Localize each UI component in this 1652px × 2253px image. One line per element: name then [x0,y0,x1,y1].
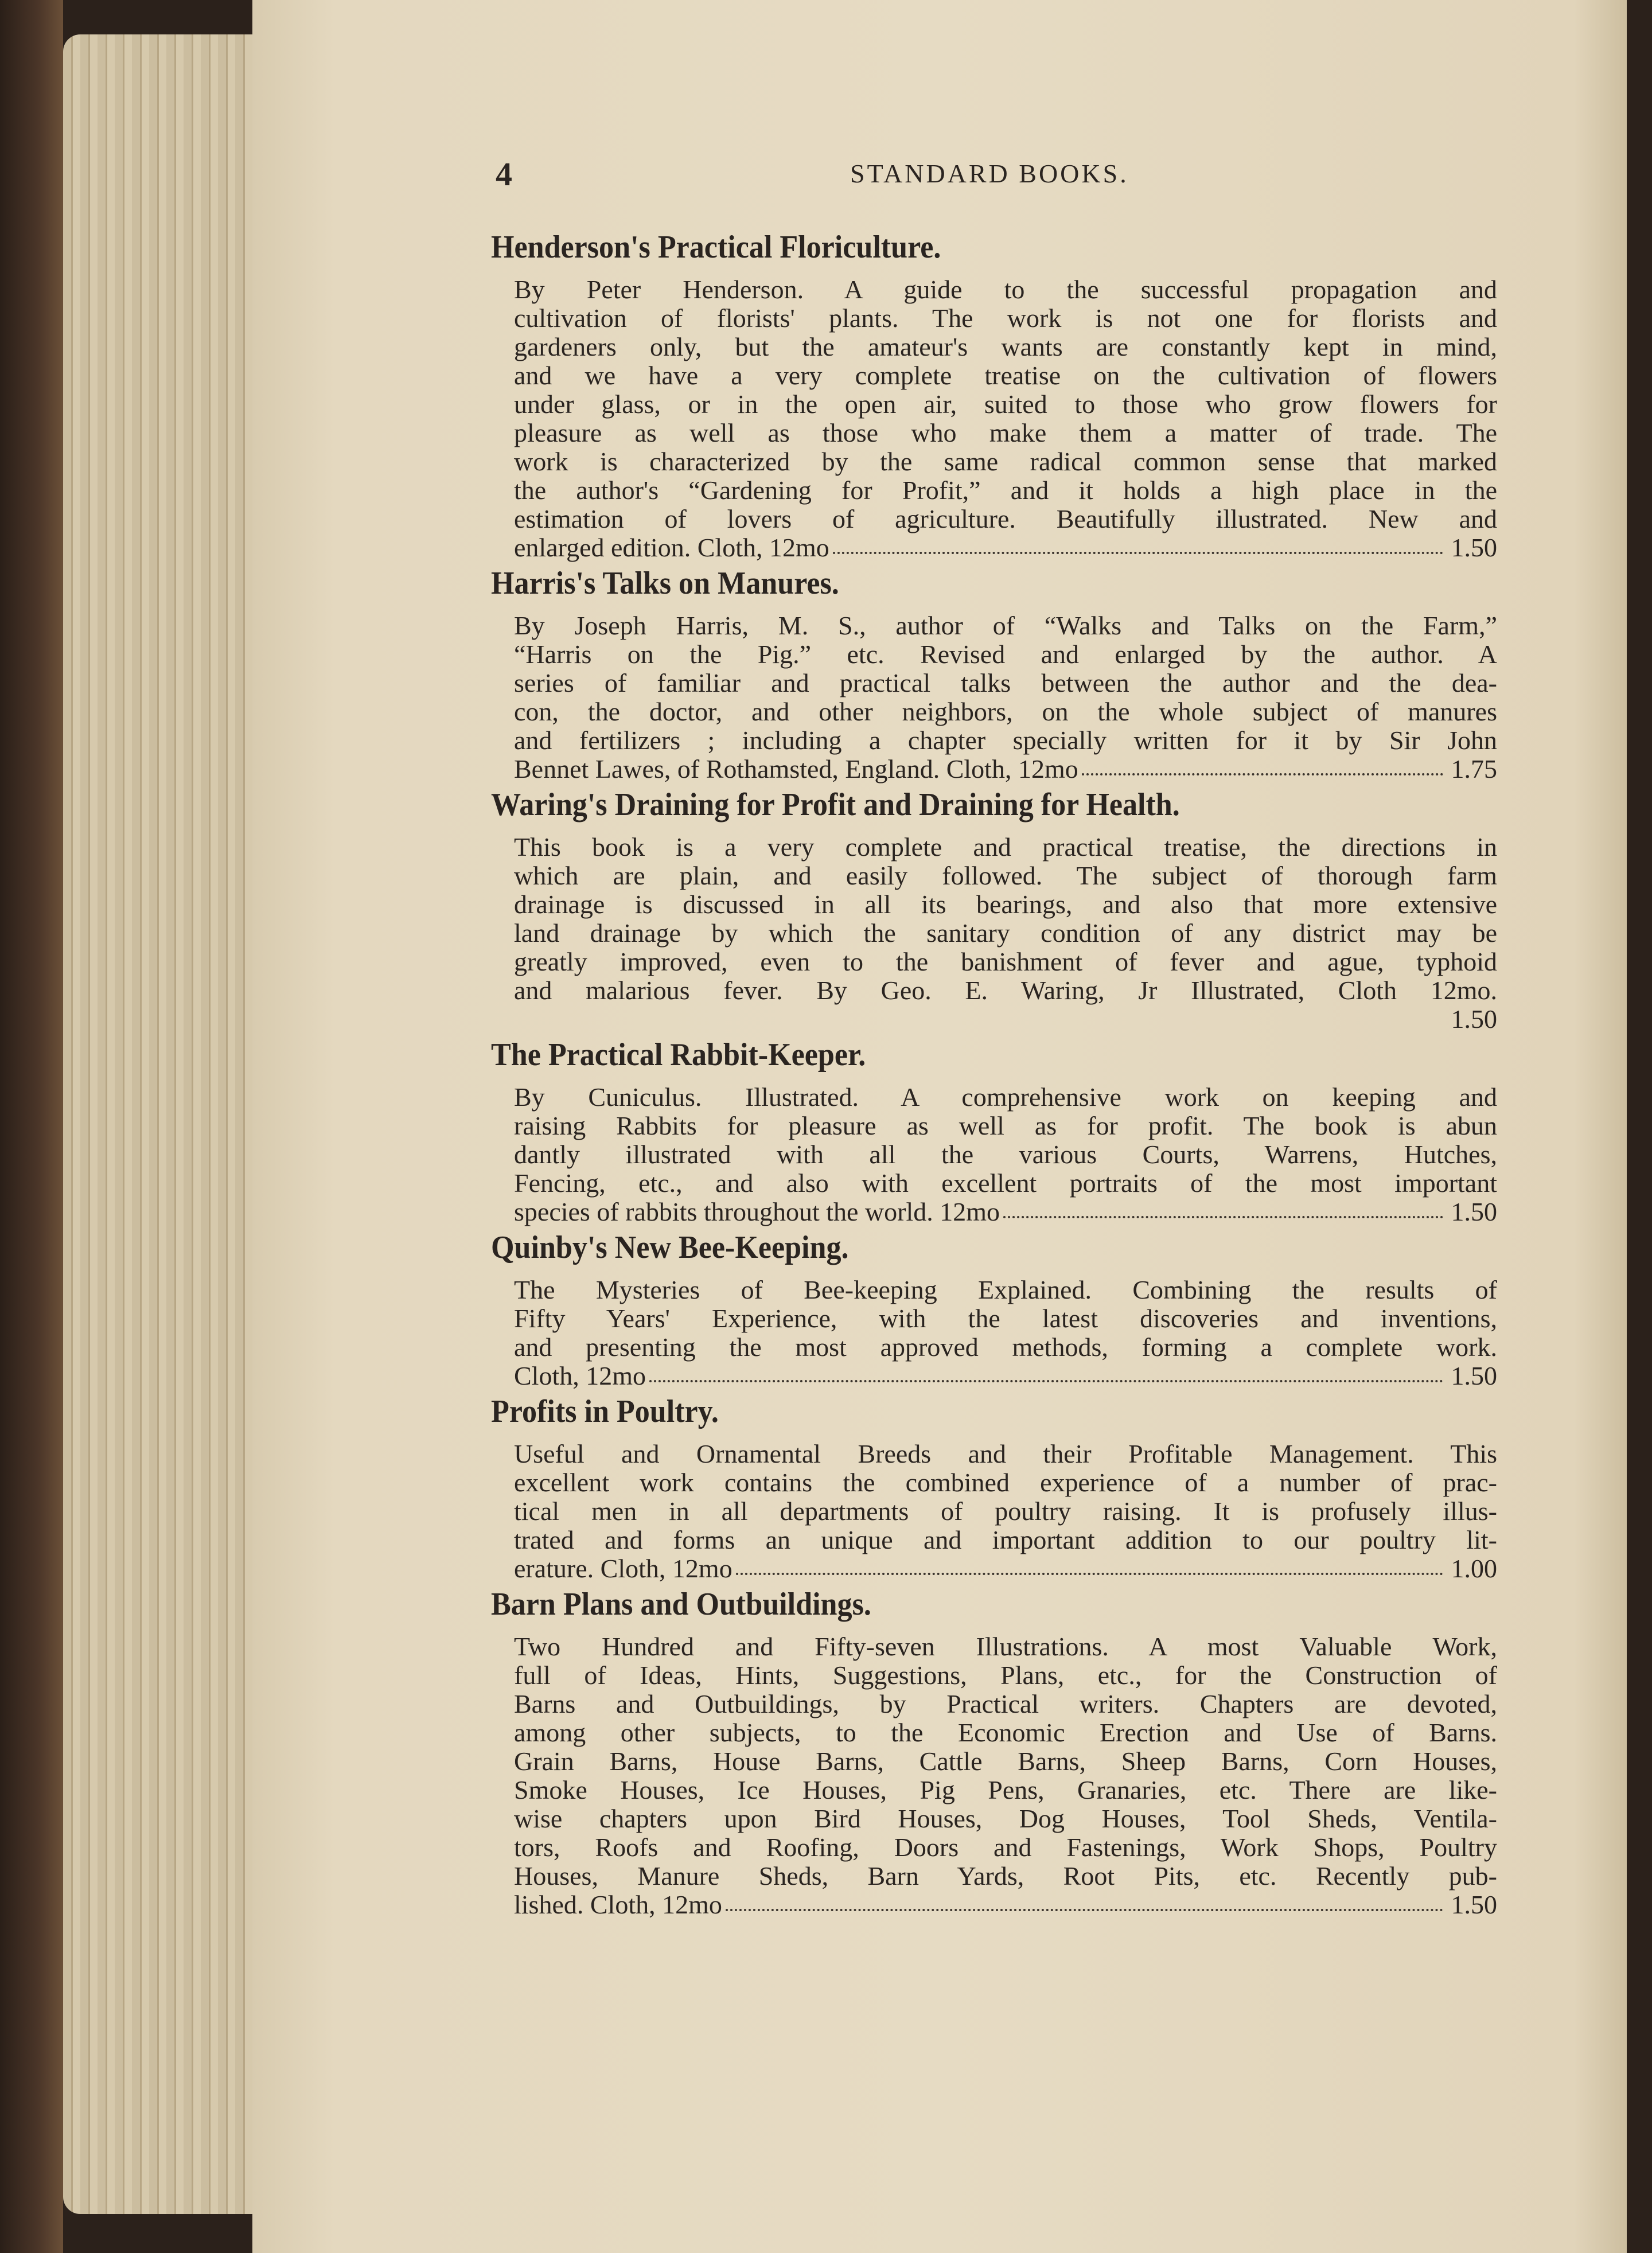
dot-leader [649,1362,1443,1382]
book-cover-edge [0,0,63,2253]
entry-text-line: Two Hundred and Fifty-seven Illustrations. A most Valuable Work, [514,1632,1497,1661]
running-head: STANDARD BOOKS. [850,159,1129,188]
entry-last-text: Bennet Lawes, of Rothamsted, England. Cloth, 12mo [514,755,1078,784]
entry-text-line: full of Ideas, Hints, Suggestions, Plans, etc., for the Construction of [514,1661,1497,1690]
entry-text-line: This book is a very complete and practical treatise, the directions in [514,833,1497,862]
entry-price: 1.50 [1451,1891,1497,1919]
entry-text-line: gardeners only, but the amateur's wants are constantly kept in mind, [514,333,1497,361]
entry-text-line: Smoke Houses, Ice Houses, Pig Pens, Granaries, etc. There are like- [514,1776,1497,1804]
entry-price: 1.50 [1451,533,1497,562]
page-header [488,155,1497,195]
entry-last-text: species of rabbits throughout the world. 12mo [514,1198,1000,1226]
entry-title: The Practical Rabbit-Keeper. [491,1037,866,1073]
entry-text-line: Grain Barns, House Barns, Cattle Barns, Sheep Barns, Corn Houses, [514,1747,1497,1776]
entry-text-line: pleasure as well as those who make them a matter of trade. The [514,419,1497,447]
entry-text-line: By Peter Henderson. A guide to the successful propagation and [514,275,1497,304]
dot-leader [1082,755,1443,775]
book-binding-right [1627,0,1652,2253]
entry-text-line: By Joseph Harris, M. S., author of “Walks and Talks on the Farm,” [514,611,1497,640]
entry-title: Profits in Poultry. [491,1394,719,1429]
entry-text-line: dantly illustrated with all the various Courts, Warrens, Hutches, [514,1140,1497,1169]
catalog-entry [491,1231,1497,1390]
entry-text-line: and fertilizers ; including a chapter specially written for it by Sir John [514,726,1497,755]
entry-price: 1.00 [1451,1554,1497,1583]
entry-price-line [514,1362,1497,1390]
entry-price-line [514,1891,1497,1919]
entry-text-line: land drainage by which the sanitary condition of any district may be [514,919,1497,948]
entry-last-text: erature. Cloth, 12mo [514,1554,733,1583]
page-number: 4 [496,155,512,193]
dot-leader [1003,1198,1443,1218]
entry-text-line: The Mysteries of Bee-keeping Explained. Combining the results of [514,1276,1497,1304]
entry-text-line: Useful and Ornamental Breeds and their Profitable Management. This [514,1440,1497,1468]
entry-price-line [514,1554,1497,1583]
entry-text-line: estimation of lovers of agriculture. Beautifully illustrated. New and [514,505,1497,533]
entry-text-line: Fencing, etc., and also with excellent portraits of the most important [514,1169,1497,1198]
entry-text-line: Fifty Years' Experience, with the latest discoveries and inventions, [514,1304,1497,1333]
entry-text-line: greatly improved, even to the banishment of fever and ague, typhoid [514,948,1497,976]
entry-text-line: cultivation of florists' plants. The work is not one for florists and [514,304,1497,333]
entry-text-line: raising Rabbits for pleasure as well as for profit. The book is abun [514,1112,1497,1140]
entry-text-line: tical men in all departments of poultry raising. It is profusely illus- [514,1497,1497,1526]
entry-text-line: excellent work contains the combined experience of a number of prac- [514,1468,1497,1497]
dot-leader [736,1554,1443,1575]
entry-text-line: work is characterized by the same radical common sense that marked [514,447,1497,476]
entry-title: Quinby's New Bee-Keeping. [491,1230,849,1265]
entry-last-text: Cloth, 12mo [514,1362,646,1390]
catalog-entry [491,1396,1497,1583]
entry-text-line: and presenting the most approved methods, forming a complete work. [514,1333,1497,1362]
entry-price: 1.50 [1451,1362,1497,1390]
entry-title: Waring's Draining for Profit and Draining for Health. [491,787,1180,823]
entry-text-line: and malarious fever. By Geo. E. Waring, Jr Illustrated, Cloth 12mo. [514,976,1497,1005]
entry-text-line: which are plain, and easily followed. The subject of thorough farm [514,862,1497,890]
entry-title: Harris's Talks on Manures. [491,566,839,601]
entry-price: 1.75 [1451,755,1497,784]
entry-price-line [514,1198,1497,1226]
entry-text-line: among other subjects, to the Economic Erection and Use of Barns. [514,1718,1497,1747]
entry-text-line: drainage is discussed in all its bearings, and also that more extensive [514,890,1497,919]
entry-text-line: series of familiar and practical talks between the author and the dea- [514,669,1497,697]
entry-text-line: Houses, Manure Sheds, Barn Yards, Root Pits, etc. Recently pub- [514,1862,1497,1891]
entry-text-line: Barns and Outbuildings, by Practical writers. Chapters are devoted, [514,1690,1497,1718]
entry-text-line: tors, Roofs and Roofing, Doors and Fastenings, Work Shops, Poultry [514,1833,1497,1862]
entry-price: 1.50 [1451,1198,1497,1226]
entry-text-line: “Harris on the Pig.” etc. Revised and enlarged by the author. A [514,640,1497,669]
entry-text-line: wise chapters upon Bird Houses, Dog Houses, Tool Sheds, Ventila- [514,1804,1497,1833]
entry-text-line: and we have a very complete treatise on the cultivation of flowers [514,361,1497,390]
catalog-entry [491,789,1497,1034]
entry-title: Barn Plans and Outbuildings. [491,1587,871,1622]
catalog-entry [491,1039,1497,1226]
entry-text-line: trated and forms an unique and important addition to our poultry lit- [514,1526,1497,1554]
entry-price-line [514,755,1497,784]
book-catalog-list [491,231,1497,1924]
entry-title: Henderson's Practical Floriculture. [491,229,941,265]
catalog-entry [491,231,1497,562]
entry-text-line: the author's “Gardening for Profit,” and it holds a high place in the [514,476,1497,505]
entry-text-line: under glass, or in the open air, suited to those who grow flowers for [514,390,1497,419]
entry-last-text: lished. Cloth, 12mo [514,1891,722,1919]
entry-text-line: con, the doctor, and other neighbors, on the whole subject of manures [514,697,1497,726]
entry-text-line: By Cuniculus. Illustrated. A comprehensive work on keeping and [514,1083,1497,1112]
catalog-entry [491,1588,1497,1919]
entry-last-text: enlarged edition. Cloth, 12mo [514,533,829,562]
catalog-entry [491,567,1497,784]
dot-leader [833,533,1443,554]
dot-leader [726,1891,1443,1911]
entry-price-line [514,533,1497,562]
page-stack-edges [63,34,258,2214]
entry-price: 1.50 [1451,1005,1497,1034]
